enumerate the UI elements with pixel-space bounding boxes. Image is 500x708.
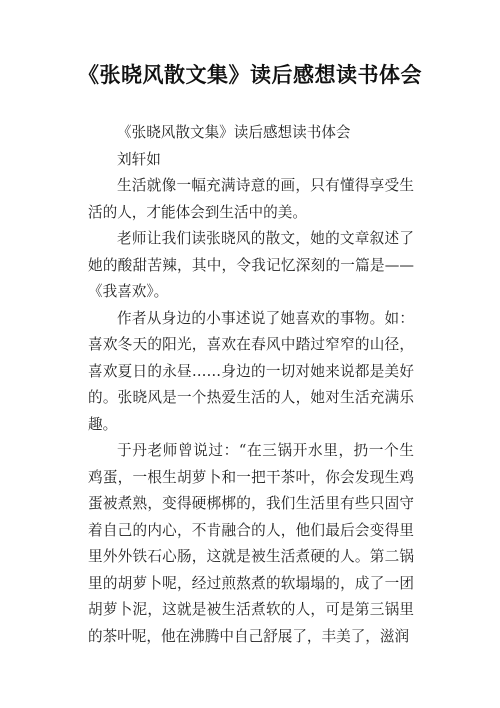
- paragraph: 老师让我们读张晓风的散文，她的文章叙述了她的酸甜苦辣，其中，令我记忆深刻的一篇是——《我喜欢》。: [88, 230, 414, 300]
- paragraph: 作者从身边的小事述说了她喜欢的事物。如：喜欢冬天的阳光，喜欢在春风中踏过窄窄的山径，喜欢夏日的永昼……身边的一切对她来说都是美好的。张晓风是一个热爱生活的人，她对生活充满乐趣。: [88, 309, 414, 433]
- document-subtitle: 《张晓风散文集》读后感想读书体会: [117, 124, 351, 141]
- document-body: [88, 120, 414, 650]
- paragraph: 生活就像一幅充满诗意的画，只有懂得享受生活的人，才能体会到生活中的美。: [88, 177, 414, 221]
- author-name: 刘轩如: [117, 150, 161, 168]
- document-title: 《张晓风散文集》读后感想读书体会: [78, 63, 422, 87]
- paragraph: 于丹老师曾说过：“在三锅开水里，扔一个生鸡蛋，一根生胡萝卜和一把干茶叶，你会发现生鸡蛋被煮熟，变得硬梆梆的，我们生活里有些只固守着自己的内心，不肯融合的人，他们最后会变得里里外外铁石心肠，这就是被生活煮硬的人。第二锅里的胡萝卜呢，经过煎熬煮的软塌塌的，成了一团胡萝卜泥，这就是被生活煮软的人，可是第三锅里的茶叶呢，他在沸腾中自己舒展了，丰美了，滋润: [88, 442, 414, 645]
